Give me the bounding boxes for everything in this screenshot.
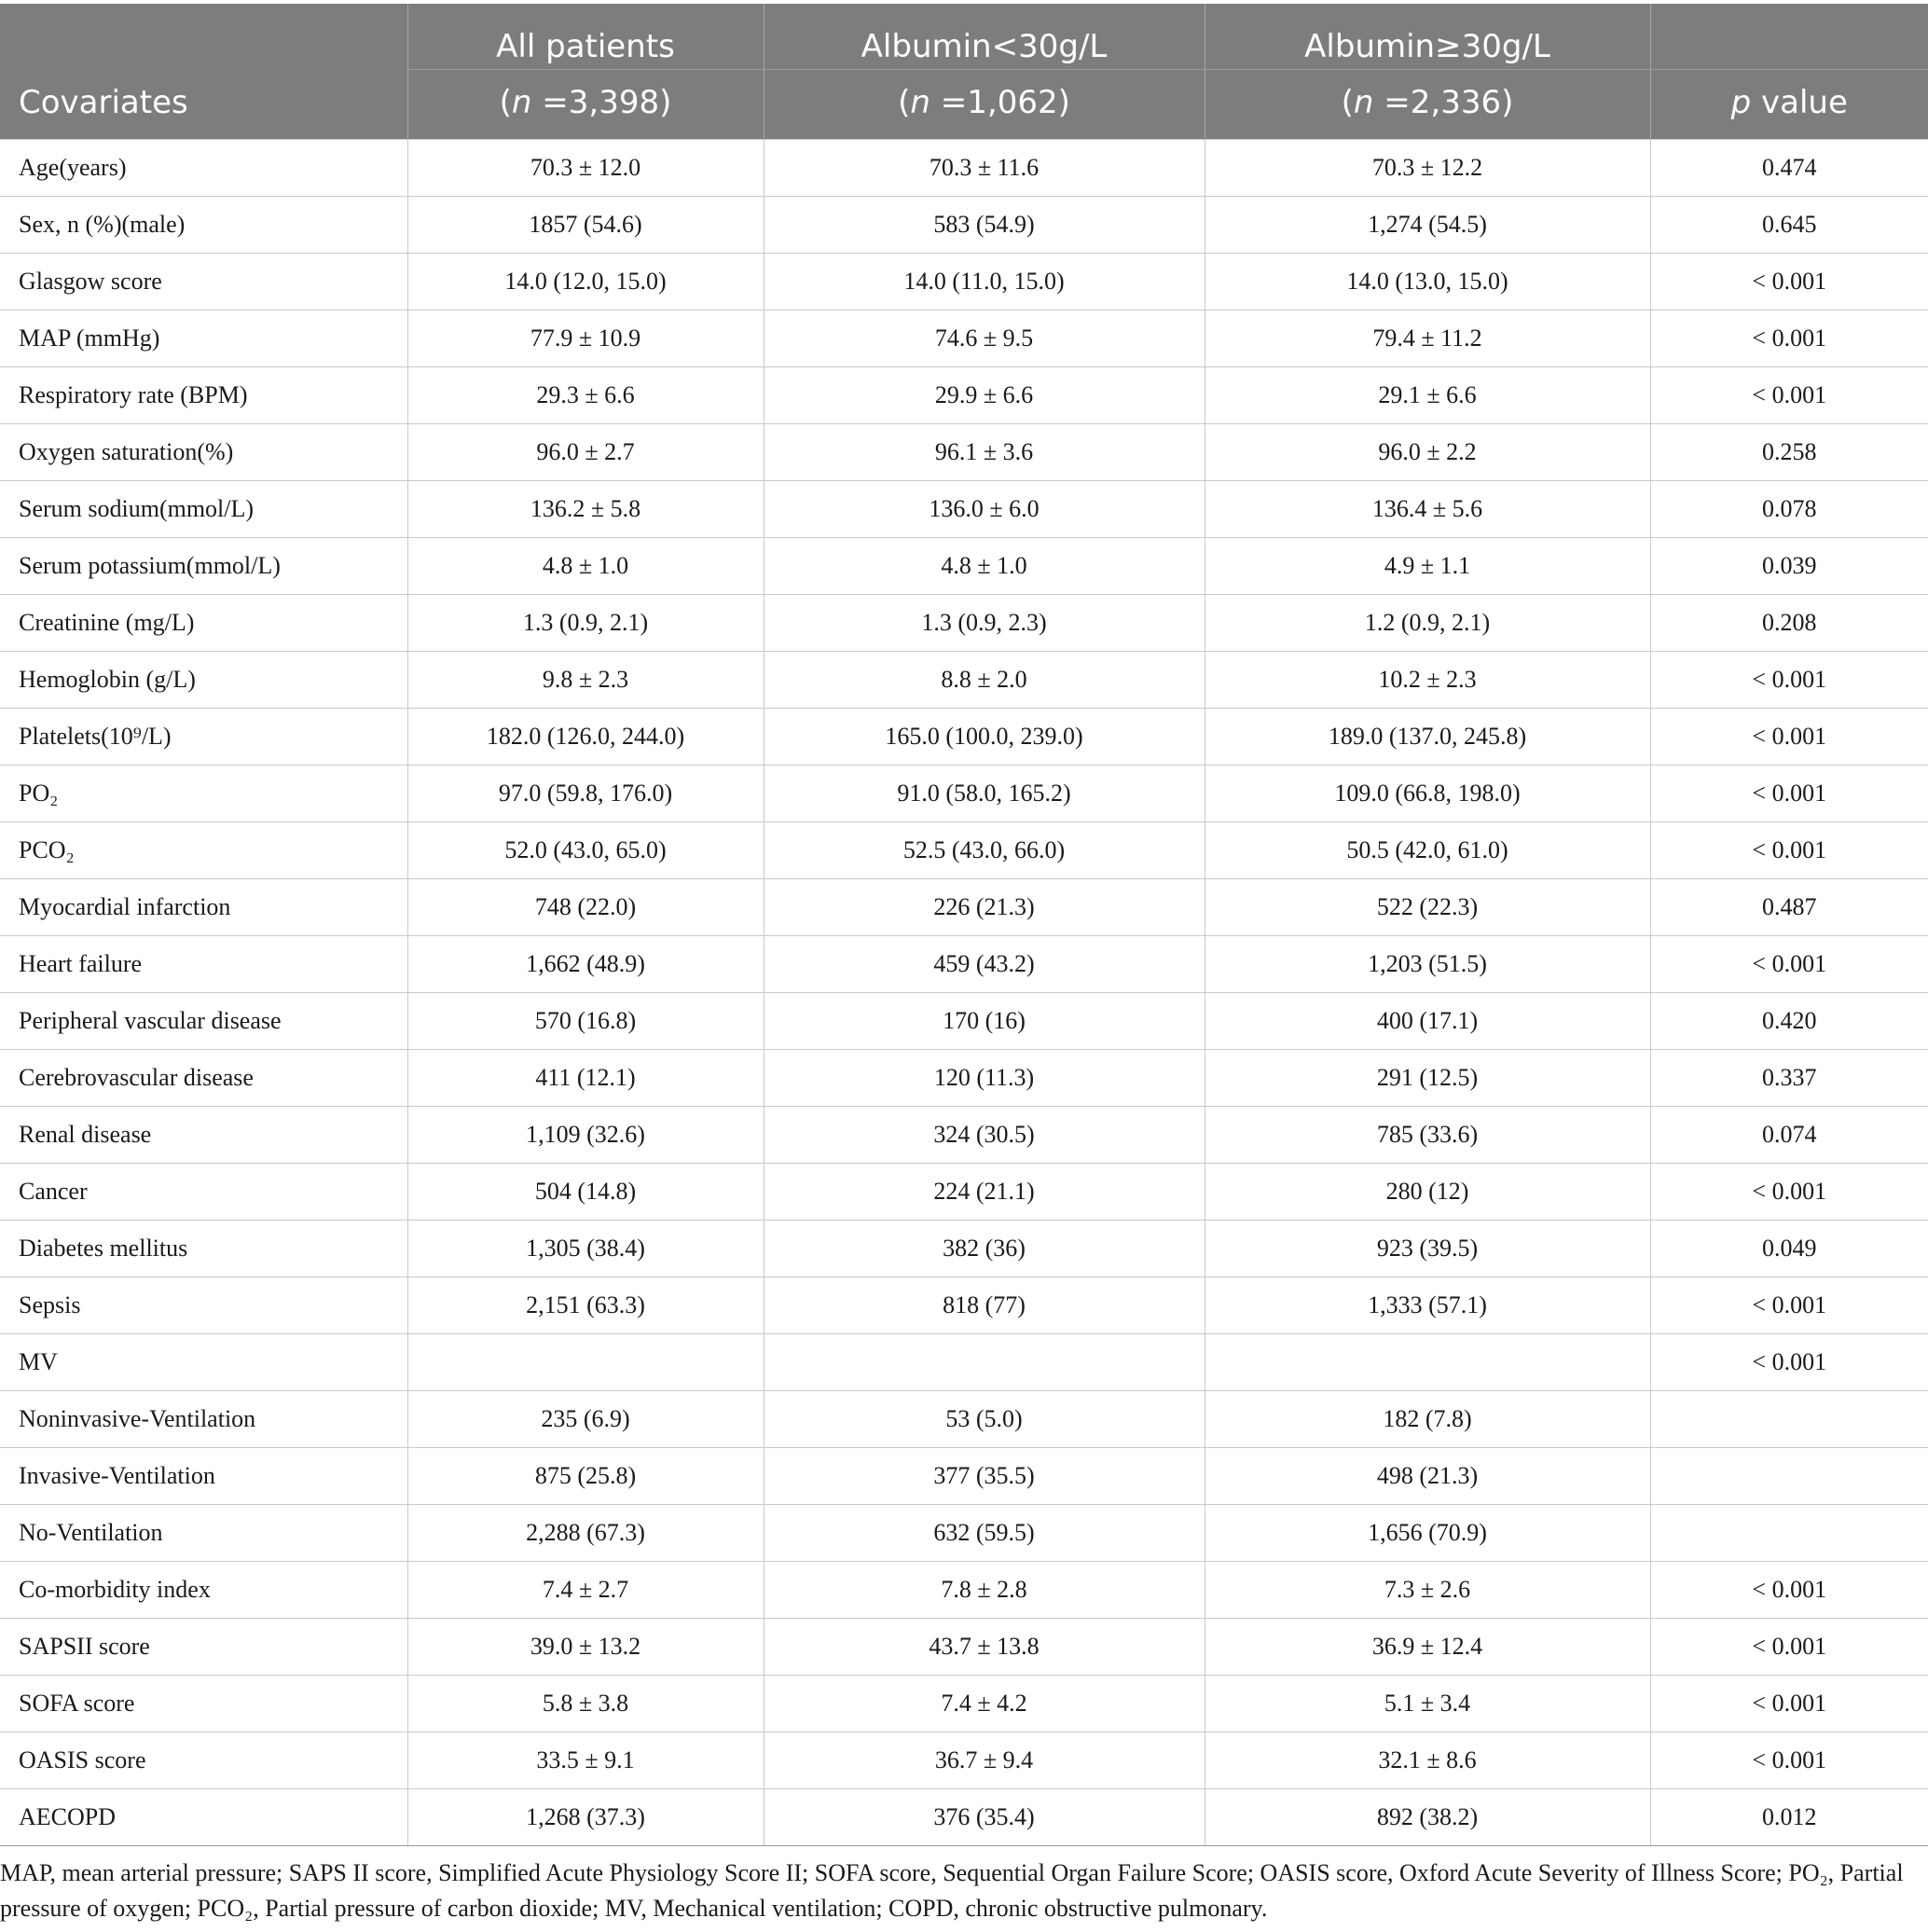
header-row-groups	[0, 4, 1928, 70]
table-row	[0, 766, 1928, 822]
table-row	[0, 1334, 1928, 1391]
albumin-high-cell: 136.4 ± 5.6	[1205, 481, 1650, 538]
albumin-high-cell: 522 (22.3)	[1205, 879, 1650, 936]
table-row	[0, 1277, 1928, 1334]
albumin-low-cell: 224 (21.1)	[764, 1164, 1205, 1221]
covariate-cell: SOFA score	[0, 1676, 407, 1732]
covariate-cell: Noninvasive-Ventilation	[0, 1391, 407, 1448]
albumin-low-cell: 226 (21.3)	[764, 879, 1205, 936]
all-patients-cell: 29.3 ± 6.6	[407, 367, 764, 424]
table-row	[0, 1789, 1928, 1846]
baseline-characteristics-table-wrap	[0, 4, 1928, 1846]
albumin-high-cell: 923 (39.5)	[1205, 1221, 1650, 1277]
albumin-low-cell: 8.8 ± 2.0	[764, 652, 1205, 709]
covariate-cell: OASIS score	[0, 1732, 407, 1789]
table-row	[0, 140, 1928, 197]
table-row	[0, 424, 1928, 481]
table-row	[0, 595, 1928, 652]
header-albumin-low: Albumin<30g/L	[764, 4, 1205, 70]
table-row	[0, 1221, 1928, 1277]
table-footnote: MAP, mean arterial pressure; SAPS II score, Simplified Acute Physiology Score II; SOFA score, Sequential Organ Failure Score; OASIS score, Oxford Acute Severity of Illness Score; PO₂, Partial pressure of oxygen; PCO₂, Partial pressure of carbon dioxide; MV, Mechanical ventilation; COPD, chronic obstructive pulmonary.	[0, 1859, 1904, 1922]
albumin-low-cell: 376 (35.4)	[764, 1789, 1205, 1846]
albumin-high-cell: 291 (12.5)	[1205, 1050, 1650, 1107]
albumin-high-cell: 29.1 ± 6.6	[1205, 367, 1650, 424]
albumin-low-cell: 36.7 ± 9.4	[764, 1732, 1205, 1789]
table-row	[0, 1164, 1928, 1221]
all-patients-cell: 77.9 ± 10.9	[407, 310, 764, 367]
albumin-high-cell: 892 (38.2)	[1205, 1789, 1650, 1846]
header-p-value: p value	[1650, 70, 1928, 140]
albumin-low-cell: 74.6 ± 9.5	[764, 310, 1205, 367]
albumin-high-cell: 50.5 (42.0, 61.0)	[1205, 822, 1650, 879]
covariate-cell: Serum sodium(mmol/L)	[0, 481, 407, 538]
all-patients-cell	[407, 1334, 764, 1391]
covariate-cell: Creatinine (mg/L)	[0, 595, 407, 652]
p-value-cell: 0.474	[1650, 140, 1928, 197]
table-row	[0, 1107, 1928, 1164]
table-row	[0, 254, 1928, 310]
p-value-cell: < 0.001	[1650, 822, 1928, 879]
albumin-low-cell: 324 (30.5)	[764, 1107, 1205, 1164]
albumin-high-cell: 1,203 (51.5)	[1205, 936, 1650, 993]
albumin-high-cell	[1205, 1334, 1650, 1391]
p-value-cell: < 0.001	[1650, 1334, 1928, 1391]
covariate-cell: Sex, n (%)(male)	[0, 197, 407, 254]
albumin-low-cell: 382 (36)	[764, 1221, 1205, 1277]
header-albumin-high: Albumin≥30g/L	[1205, 4, 1650, 70]
p-value-cell	[1650, 1448, 1928, 1505]
covariate-cell: Glasgow score	[0, 254, 407, 310]
covariate-cell: Respiratory rate (BPM)	[0, 367, 407, 424]
p-value-cell: 0.074	[1650, 1107, 1928, 1164]
albumin-high-cell: 14.0 (13.0, 15.0)	[1205, 254, 1650, 310]
all-patients-cell: 70.3 ± 12.0	[407, 140, 764, 197]
all-patients-cell: 33.5 ± 9.1	[407, 1732, 764, 1789]
albumin-low-cell: 459 (43.2)	[764, 936, 1205, 993]
all-patients-cell: 136.2 ± 5.8	[407, 481, 764, 538]
p-value-cell: < 0.001	[1650, 1164, 1928, 1221]
all-patients-cell: 39.0 ± 13.2	[407, 1619, 764, 1676]
p-value-cell: 0.337	[1650, 1050, 1928, 1107]
covariate-cell: Age(years)	[0, 140, 407, 197]
covariate-cell: Renal disease	[0, 1107, 407, 1164]
all-patients-cell: 748 (22.0)	[407, 879, 764, 936]
table-row	[0, 1676, 1928, 1732]
table-row	[0, 538, 1928, 595]
albumin-low-cell: 7.8 ± 2.8	[764, 1562, 1205, 1619]
all-patients-cell: 5.8 ± 3.8	[407, 1676, 764, 1732]
p-value-cell: 0.078	[1650, 481, 1928, 538]
albumin-low-cell: 583 (54.9)	[764, 197, 1205, 254]
albumin-low-cell: 29.9 ± 6.6	[764, 367, 1205, 424]
table-row	[0, 993, 1928, 1050]
header-empty-cell	[1650, 4, 1928, 70]
all-patients-cell: 1,662 (48.9)	[407, 936, 764, 993]
albumin-high-cell: 36.9 ± 12.4	[1205, 1619, 1650, 1676]
header-empty-cell	[0, 4, 407, 70]
p-value-cell: 0.039	[1650, 538, 1928, 595]
albumin-low-cell: 52.5 (43.0, 66.0)	[764, 822, 1205, 879]
albumin-high-cell: 1,656 (70.9)	[1205, 1505, 1650, 1562]
p-value-cell: < 0.001	[1650, 709, 1928, 766]
albumin-high-cell: 4.9 ± 1.1	[1205, 538, 1650, 595]
albumin-low-cell: 96.1 ± 3.6	[764, 424, 1205, 481]
all-patients-cell: 875 (25.8)	[407, 1448, 764, 1505]
table-row	[0, 310, 1928, 367]
covariate-cell: Heart failure	[0, 936, 407, 993]
table-row	[0, 1050, 1928, 1107]
covariate-cell: Cerebrovascular disease	[0, 1050, 407, 1107]
all-patients-cell: 182.0 (126.0, 244.0)	[407, 709, 764, 766]
table-row	[0, 481, 1928, 538]
p-value-cell: 0.645	[1650, 197, 1928, 254]
all-patients-cell: 1.3 (0.9, 2.1)	[407, 595, 764, 652]
baseline-characteristics-table	[0, 4, 1928, 1846]
albumin-low-cell: 4.8 ± 1.0	[764, 538, 1205, 595]
albumin-low-cell: 1.3 (0.9, 2.3)	[764, 595, 1205, 652]
all-patients-cell: 1,109 (32.6)	[407, 1107, 764, 1164]
albumin-high-cell: 7.3 ± 2.6	[1205, 1562, 1650, 1619]
covariate-cell: SAPSII score	[0, 1619, 407, 1676]
covariate-cell: Myocardial infarction	[0, 879, 407, 936]
all-patients-cell: 14.0 (12.0, 15.0)	[407, 254, 764, 310]
table-row	[0, 1619, 1928, 1676]
p-value-cell: < 0.001	[1650, 1676, 1928, 1732]
p-value-cell: 0.420	[1650, 993, 1928, 1050]
albumin-low-cell: 165.0 (100.0, 239.0)	[764, 709, 1205, 766]
header-n-low: (n =1,062)	[764, 70, 1205, 140]
covariate-cell: Sepsis	[0, 1277, 407, 1334]
albumin-low-cell: 70.3 ± 11.6	[764, 140, 1205, 197]
albumin-low-cell: 43.7 ± 13.8	[764, 1619, 1205, 1676]
albumin-low-cell: 53 (5.0)	[764, 1391, 1205, 1448]
albumin-low-cell: 632 (59.5)	[764, 1505, 1205, 1562]
albumin-low-cell: 14.0 (11.0, 15.0)	[764, 254, 1205, 310]
albumin-high-cell: 32.1 ± 8.6	[1205, 1732, 1650, 1789]
covariate-cell: Oxygen saturation(%)	[0, 424, 407, 481]
header-n-high: (n =2,336)	[1205, 70, 1650, 140]
albumin-low-cell: 818 (77)	[764, 1277, 1205, 1334]
albumin-high-cell: 182 (7.8)	[1205, 1391, 1650, 1448]
all-patients-cell: 235 (6.9)	[407, 1391, 764, 1448]
all-patients-cell: 570 (16.8)	[407, 993, 764, 1050]
p-value-cell: 0.012	[1650, 1789, 1928, 1846]
p-value-cell: < 0.001	[1650, 1619, 1928, 1676]
p-value-cell: < 0.001	[1650, 1277, 1928, 1334]
albumin-low-cell: 91.0 (58.0, 165.2)	[764, 766, 1205, 822]
all-patients-cell: 2,288 (67.3)	[407, 1505, 764, 1562]
table-row	[0, 1448, 1928, 1505]
all-patients-cell: 504 (14.8)	[407, 1164, 764, 1221]
header-covariates: Covariates	[0, 70, 407, 140]
covariate-cell: Diabetes mellitus	[0, 1221, 407, 1277]
albumin-high-cell: 1.2 (0.9, 2.1)	[1205, 595, 1650, 652]
covariate-cell: PCO₂	[0, 822, 407, 879]
table-row	[0, 1505, 1928, 1562]
table-row	[0, 652, 1928, 709]
covariate-cell: Invasive-Ventilation	[0, 1448, 407, 1505]
covariate-cell: Co-morbidity index	[0, 1562, 407, 1619]
all-patients-cell: 4.8 ± 1.0	[407, 538, 764, 595]
albumin-high-cell: 1,274 (54.5)	[1205, 197, 1650, 254]
header-all-patients: All patients	[407, 4, 764, 70]
covariate-cell: Peripheral vascular disease	[0, 993, 407, 1050]
table-row	[0, 709, 1928, 766]
p-value-cell: < 0.001	[1650, 652, 1928, 709]
albumin-low-cell: 7.4 ± 4.2	[764, 1676, 1205, 1732]
all-patients-cell: 2,151 (63.3)	[407, 1277, 764, 1334]
p-value-cell: < 0.001	[1650, 1732, 1928, 1789]
p-value-cell: < 0.001	[1650, 766, 1928, 822]
albumin-low-cell: 120 (11.3)	[764, 1050, 1205, 1107]
table-row	[0, 1391, 1928, 1448]
table-row	[0, 936, 1928, 993]
all-patients-cell: 7.4 ± 2.7	[407, 1562, 764, 1619]
albumin-high-cell: 498 (21.3)	[1205, 1448, 1650, 1505]
albumin-high-cell: 1,333 (57.1)	[1205, 1277, 1650, 1334]
albumin-low-cell: 377 (35.5)	[764, 1448, 1205, 1505]
p-value-cell: < 0.001	[1650, 1562, 1928, 1619]
all-patients-cell: 97.0 (59.8, 176.0)	[407, 766, 764, 822]
all-patients-cell: 1857 (54.6)	[407, 197, 764, 254]
covariate-cell: Serum potassium(mmol/L)	[0, 538, 407, 595]
p-value-cell: 0.487	[1650, 879, 1928, 936]
table-row	[0, 197, 1928, 254]
albumin-low-cell: 136.0 ± 6.0	[764, 481, 1205, 538]
covariate-cell: Hemoglobin (g/L)	[0, 652, 407, 709]
p-value-cell	[1650, 1505, 1928, 1562]
table-row	[0, 1732, 1928, 1789]
covariate-cell: AECOPD	[0, 1789, 407, 1846]
albumin-high-cell: 280 (12)	[1205, 1164, 1650, 1221]
albumin-high-cell: 5.1 ± 3.4	[1205, 1676, 1650, 1732]
p-value-cell: 0.258	[1650, 424, 1928, 481]
covariate-cell: PO₂	[0, 766, 407, 822]
albumin-high-cell: 96.0 ± 2.2	[1205, 424, 1650, 481]
covariate-cell: Cancer	[0, 1164, 407, 1221]
covariate-cell: MV	[0, 1334, 407, 1391]
header-row-counts	[0, 70, 1928, 140]
covariate-cell: Platelets(10⁹/L)	[0, 709, 407, 766]
p-value-cell: < 0.001	[1650, 310, 1928, 367]
albumin-high-cell: 400 (17.1)	[1205, 993, 1650, 1050]
table-header	[0, 4, 1928, 140]
all-patients-cell: 9.8 ± 2.3	[407, 652, 764, 709]
all-patients-cell: 52.0 (43.0, 65.0)	[407, 822, 764, 879]
all-patients-cell: 1,268 (37.3)	[407, 1789, 764, 1846]
albumin-high-cell: 10.2 ± 2.3	[1205, 652, 1650, 709]
covariate-cell: No-Ventilation	[0, 1505, 407, 1562]
albumin-high-cell: 70.3 ± 12.2	[1205, 140, 1650, 197]
albumin-low-cell	[764, 1334, 1205, 1391]
p-value-cell	[1650, 1391, 1928, 1448]
table-body	[0, 140, 1928, 1846]
albumin-low-cell: 170 (16)	[764, 993, 1205, 1050]
all-patients-cell: 96.0 ± 2.7	[407, 424, 764, 481]
p-value-cell: 0.208	[1650, 595, 1928, 652]
p-value-cell: < 0.001	[1650, 936, 1928, 993]
albumin-high-cell: 189.0 (137.0, 245.8)	[1205, 709, 1650, 766]
all-patients-cell: 411 (12.1)	[407, 1050, 764, 1107]
all-patients-cell: 1,305 (38.4)	[407, 1221, 764, 1277]
covariate-cell: MAP (mmHg)	[0, 310, 407, 367]
p-value-cell: < 0.001	[1650, 254, 1928, 310]
albumin-high-cell: 785 (33.6)	[1205, 1107, 1650, 1164]
p-value-cell: < 0.001	[1650, 367, 1928, 424]
table-row	[0, 822, 1928, 879]
albumin-high-cell: 79.4 ± 11.2	[1205, 310, 1650, 367]
header-n-all: (n =3,398)	[407, 70, 764, 140]
p-value-cell: 0.049	[1650, 1221, 1928, 1277]
table-row	[0, 367, 1928, 424]
albumin-high-cell: 109.0 (66.8, 198.0)	[1205, 766, 1650, 822]
table-row	[0, 1562, 1928, 1619]
table-row	[0, 879, 1928, 936]
